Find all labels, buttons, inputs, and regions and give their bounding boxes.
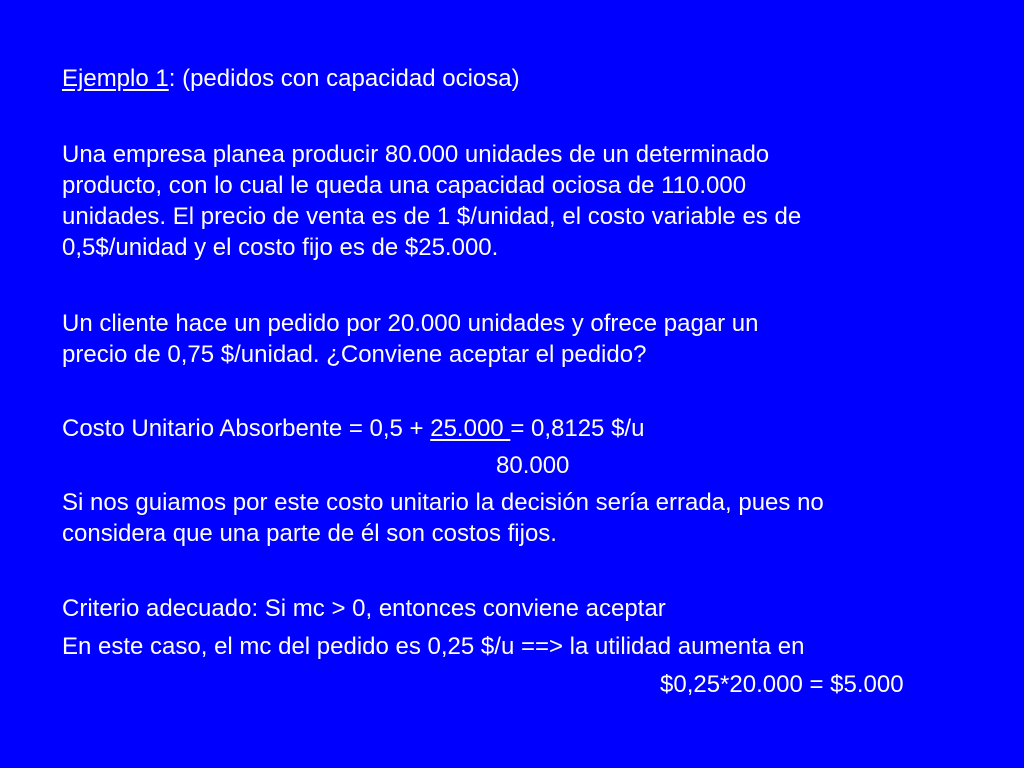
paragraph-line: 0,5$/unidad y el costo fijo es de $25.000. <box>62 234 499 261</box>
paragraph-line: Un cliente hace un pedido por 20.000 unidades y ofrece pagar un <box>62 310 759 337</box>
paragraph-line: Una empresa planea producir 80.000 unidades de un determinado <box>62 141 770 168</box>
formula-prefix: Costo Unitario Absorbente = 0,5 + <box>62 415 431 442</box>
formula-suffix: = 0,8125 $/u <box>510 415 645 442</box>
paragraph-line: unidades. El precio de venta es de 1 $/unidad, el costo variable es de <box>62 203 802 230</box>
paragraph-line: Si nos guiamos por este costo unitario la decisión sería errada, pues no <box>62 489 824 516</box>
result-line: $0,25*20.000 = $5.000 <box>660 671 904 698</box>
slide-title <box>62 64 520 94</box>
criterion-line: Criterio adecuado: Si mc > 0, entonces conviene aceptar <box>62 595 666 622</box>
paragraph-line: producto, con lo cual le queda una capacidad ociosa de 110.000 <box>62 172 747 199</box>
formula-numerator: 25.000 <box>430 415 511 442</box>
formula-line <box>62 414 644 444</box>
title-rest: : (pedidos con capacidad ociosa) <box>168 65 520 92</box>
paragraph-line: considera que una parte de él son costos fijos. <box>62 520 557 547</box>
title-label: Ejemplo 1 <box>62 65 169 92</box>
formula-denominator: 80.000 <box>496 452 570 479</box>
paragraph-line: precio de 0,75 $/unidad. ¿Conviene aceptar el pedido? <box>62 341 647 368</box>
conclusion-line: En este caso, el mc del pedido es 0,25 $/u ==> la utilidad aumenta en <box>62 633 805 660</box>
